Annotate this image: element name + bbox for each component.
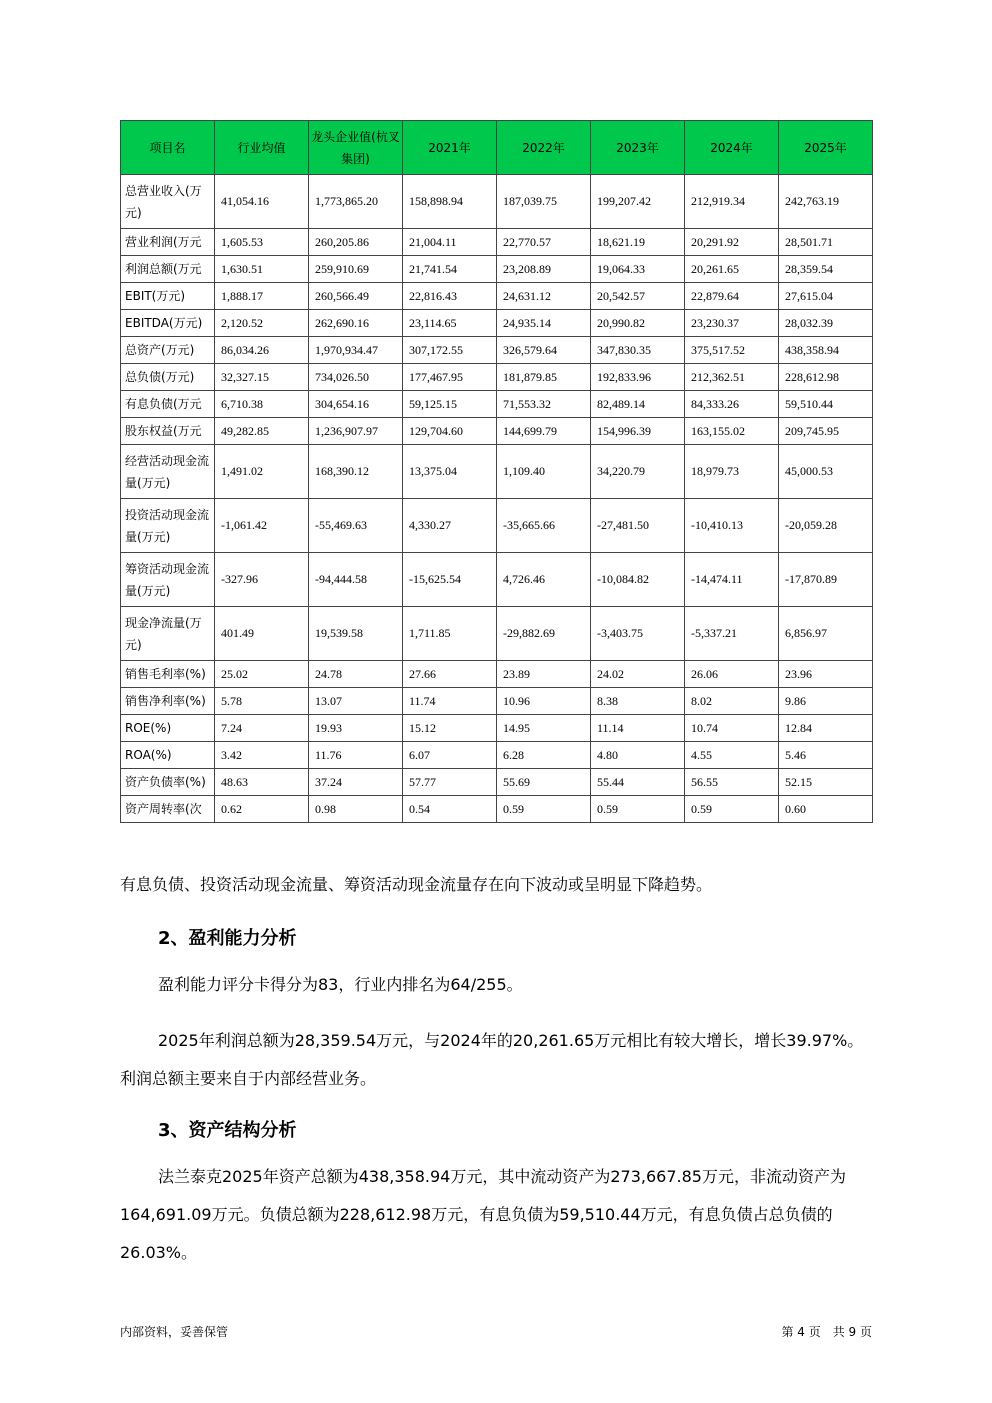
table-cell: 27,615.04 bbox=[779, 283, 873, 310]
table-cell: 2,120.52 bbox=[215, 310, 309, 337]
table-cell: 28,501.71 bbox=[779, 229, 873, 256]
row-label: ROE(%) bbox=[121, 715, 215, 742]
table-cell: -1,061.42 bbox=[215, 499, 309, 553]
table-row bbox=[121, 310, 873, 337]
header-cell: 行业均值 bbox=[215, 121, 309, 175]
table-row bbox=[121, 391, 873, 418]
table-cell: 307,172.55 bbox=[403, 337, 497, 364]
table-cell: 375,517.52 bbox=[685, 337, 779, 364]
table-cell: 1,773,865.20 bbox=[309, 175, 403, 229]
table-cell: 1,109.40 bbox=[497, 445, 591, 499]
table-row bbox=[121, 337, 873, 364]
table-cell: 4,726.46 bbox=[497, 553, 591, 607]
header-cell: 2021年 bbox=[403, 121, 497, 175]
table-row bbox=[121, 553, 873, 607]
table-cell: 22,770.57 bbox=[497, 229, 591, 256]
table-cell: 209,745.95 bbox=[779, 418, 873, 445]
table-cell: 45,000.53 bbox=[779, 445, 873, 499]
table-cell: 52.15 bbox=[779, 769, 873, 796]
table-cell: 0.60 bbox=[779, 796, 873, 823]
row-label: 筹资活动现金流量(万元) bbox=[121, 553, 215, 607]
table-cell: 6.07 bbox=[403, 742, 497, 769]
row-label: EBIT(万元) bbox=[121, 283, 215, 310]
table-row bbox=[121, 607, 873, 661]
table-cell: 22,879.64 bbox=[685, 283, 779, 310]
table-cell: 20,542.57 bbox=[591, 283, 685, 310]
table-header-row bbox=[121, 121, 873, 175]
table-cell: 154,996.39 bbox=[591, 418, 685, 445]
table-cell: 12.84 bbox=[779, 715, 873, 742]
table-cell: -327.96 bbox=[215, 553, 309, 607]
row-label: 销售净利率(%) bbox=[121, 688, 215, 715]
table-cell: 10.96 bbox=[497, 688, 591, 715]
header-cell: 龙头企业值(杭叉集团) bbox=[309, 121, 403, 175]
table-cell: 1,491.02 bbox=[215, 445, 309, 499]
row-label: 利润总额(万元 bbox=[121, 256, 215, 283]
table-cell: 1,888.17 bbox=[215, 283, 309, 310]
table-cell: -3,403.75 bbox=[591, 607, 685, 661]
table-cell: 0.59 bbox=[685, 796, 779, 823]
section-2-title: 2、盈利能力分析 bbox=[158, 928, 297, 949]
table-cell: 6.28 bbox=[497, 742, 591, 769]
table-cell: 4.55 bbox=[685, 742, 779, 769]
table-cell: -5,337.21 bbox=[685, 607, 779, 661]
table-row bbox=[121, 175, 873, 229]
table-cell: -10,084.82 bbox=[591, 553, 685, 607]
table-row bbox=[121, 418, 873, 445]
row-label: 经营活动现金流量(万元) bbox=[121, 445, 215, 499]
table-cell: 22,816.43 bbox=[403, 283, 497, 310]
table-cell: -29,882.69 bbox=[497, 607, 591, 661]
table-cell: 438,358.94 bbox=[779, 337, 873, 364]
row-label: 销售毛利率(%) bbox=[121, 661, 215, 688]
table-cell: 5.78 bbox=[215, 688, 309, 715]
table-cell: 187,039.75 bbox=[497, 175, 591, 229]
table-cell: -27,481.50 bbox=[591, 499, 685, 553]
table-cell: 18,979.73 bbox=[685, 445, 779, 499]
table-body bbox=[121, 175, 873, 823]
table-cell: 199,207.42 bbox=[591, 175, 685, 229]
table-cell: 28,359.54 bbox=[779, 256, 873, 283]
table-row bbox=[121, 742, 873, 769]
table-cell: 304,654.16 bbox=[309, 391, 403, 418]
row-label: 总营业收入(万元) bbox=[121, 175, 215, 229]
table-cell: 20,990.82 bbox=[591, 310, 685, 337]
table-cell: 84,333.26 bbox=[685, 391, 779, 418]
table-cell: 59,125.15 bbox=[403, 391, 497, 418]
table-cell: 168,390.12 bbox=[309, 445, 403, 499]
table-cell: 0.54 bbox=[403, 796, 497, 823]
table-cell: 48.63 bbox=[215, 769, 309, 796]
table-cell: 19,539.58 bbox=[309, 607, 403, 661]
table-cell: 181,879.85 bbox=[497, 364, 591, 391]
table-cell: -10,410.13 bbox=[685, 499, 779, 553]
table-cell: 11.76 bbox=[309, 742, 403, 769]
table-cell: 8.02 bbox=[685, 688, 779, 715]
table-cell: 59,510.44 bbox=[779, 391, 873, 418]
table-cell: 34,220.79 bbox=[591, 445, 685, 499]
table-cell: 228,612.98 bbox=[779, 364, 873, 391]
header-cell: 项目名 bbox=[121, 121, 215, 175]
table-cell: 158,898.94 bbox=[403, 175, 497, 229]
table-cell: 24.78 bbox=[309, 661, 403, 688]
table-cell: 401.49 bbox=[215, 607, 309, 661]
table-row bbox=[121, 229, 873, 256]
table-cell: 734,026.50 bbox=[309, 364, 403, 391]
table-cell: 55.69 bbox=[497, 769, 591, 796]
table-cell: 21,741.54 bbox=[403, 256, 497, 283]
table-cell: 0.59 bbox=[591, 796, 685, 823]
table-cell: 24.02 bbox=[591, 661, 685, 688]
table-row bbox=[121, 661, 873, 688]
table-cell: -15,625.54 bbox=[403, 553, 497, 607]
table-cell: 23,114.65 bbox=[403, 310, 497, 337]
header-cell: 2022年 bbox=[497, 121, 591, 175]
table-cell: 212,919.34 bbox=[685, 175, 779, 229]
table-cell: 13.07 bbox=[309, 688, 403, 715]
table-cell: 347,830.35 bbox=[591, 337, 685, 364]
footer-page-number: 第 4 页 共 9 页 bbox=[781, 1325, 872, 1339]
table-cell: -14,474.11 bbox=[685, 553, 779, 607]
table-cell: 0.98 bbox=[309, 796, 403, 823]
table-cell: 56.55 bbox=[685, 769, 779, 796]
table-cell: 32,327.15 bbox=[215, 364, 309, 391]
table-cell: 326,579.64 bbox=[497, 337, 591, 364]
table-cell: 260,566.49 bbox=[309, 283, 403, 310]
table-cell: 212,362.51 bbox=[685, 364, 779, 391]
table-row bbox=[121, 715, 873, 742]
table-cell: 18,621.19 bbox=[591, 229, 685, 256]
table-cell: 7.24 bbox=[215, 715, 309, 742]
row-label: 现金净流量(万元) bbox=[121, 607, 215, 661]
table-cell: 20,261.65 bbox=[685, 256, 779, 283]
footer-confidential: 内部资料，妥善保管 bbox=[120, 1325, 229, 1339]
section-2-paragraph-1: 盈利能力评分卡得分为83，行业内排名为64/255。 bbox=[158, 975, 523, 994]
table-cell: 49,282.85 bbox=[215, 418, 309, 445]
row-label: 营业利润(万元 bbox=[121, 229, 215, 256]
table-cell: 24,935.14 bbox=[497, 310, 591, 337]
table-cell: 13,375.04 bbox=[403, 445, 497, 499]
table-cell: 20,291.92 bbox=[685, 229, 779, 256]
section-3-title: 3、资产结构分析 bbox=[158, 1120, 297, 1141]
row-label: 总负债(万元) bbox=[121, 364, 215, 391]
table-cell: 37.24 bbox=[309, 769, 403, 796]
table-cell: 259,910.69 bbox=[309, 256, 403, 283]
table-cell: 4.80 bbox=[591, 742, 685, 769]
table-cell: 1,711.85 bbox=[403, 607, 497, 661]
header-cell: 2025年 bbox=[779, 121, 873, 175]
table-cell: 11.74 bbox=[403, 688, 497, 715]
section-3-paragraph-1: 法兰泰克2025年资产总额为438,358.94万元，其中流动资产为273,667.85万元，非流动资产为164,691.09万元。负债总额为228,612.98万元，有息负债为59,510.44万元，有息负债占总负债的26.03%。 bbox=[120, 1167, 846, 1262]
section-2-paragraph-2: 2025年利润总额为28,359.54万元，与2024年的20,261.65万元相比有较大增长，增长39.97%。利润总额主要来自于内部经营业务。 bbox=[120, 1031, 864, 1088]
table-row bbox=[121, 445, 873, 499]
table-cell: 4,330.27 bbox=[403, 499, 497, 553]
table-cell: 26.06 bbox=[685, 661, 779, 688]
table-cell: 6,710.38 bbox=[215, 391, 309, 418]
table-cell: 144,699.79 bbox=[497, 418, 591, 445]
financial-table bbox=[120, 120, 873, 823]
table-cell: 3.42 bbox=[215, 742, 309, 769]
table-cell: 41,054.16 bbox=[215, 175, 309, 229]
table-row bbox=[121, 769, 873, 796]
table-cell: 1,970,934.47 bbox=[309, 337, 403, 364]
table-row bbox=[121, 256, 873, 283]
table-cell: 21,004.11 bbox=[403, 229, 497, 256]
table-cell: 0.62 bbox=[215, 796, 309, 823]
table-cell: -35,665.66 bbox=[497, 499, 591, 553]
table-cell: 9.86 bbox=[779, 688, 873, 715]
table-cell: 24,631.12 bbox=[497, 283, 591, 310]
table-cell: 242,763.19 bbox=[779, 175, 873, 229]
table-cell: 8.38 bbox=[591, 688, 685, 715]
row-label: 资产负债率(%) bbox=[121, 769, 215, 796]
table-cell: -55,469.63 bbox=[309, 499, 403, 553]
table-cell: 25.02 bbox=[215, 661, 309, 688]
table-cell: 129,704.60 bbox=[403, 418, 497, 445]
table-cell: -20,059.28 bbox=[779, 499, 873, 553]
row-label: 总资产(万元) bbox=[121, 337, 215, 364]
table-cell: 23,230.37 bbox=[685, 310, 779, 337]
table-cell: 71,553.32 bbox=[497, 391, 591, 418]
table-cell: 82,489.14 bbox=[591, 391, 685, 418]
table-row bbox=[121, 364, 873, 391]
row-label: 资产周转率(次 bbox=[121, 796, 215, 823]
table-row bbox=[121, 283, 873, 310]
table-cell: 10.74 bbox=[685, 715, 779, 742]
table-cell: 57.77 bbox=[403, 769, 497, 796]
table-cell: 19,064.33 bbox=[591, 256, 685, 283]
row-label: ROA(%) bbox=[121, 742, 215, 769]
header-cell: 2024年 bbox=[685, 121, 779, 175]
table-cell: -94,444.58 bbox=[309, 553, 403, 607]
table-cell: 11.14 bbox=[591, 715, 685, 742]
table-cell: 6,856.97 bbox=[779, 607, 873, 661]
table-cell: 28,032.39 bbox=[779, 310, 873, 337]
table-row bbox=[121, 499, 873, 553]
table-cell: 1,630.51 bbox=[215, 256, 309, 283]
table-cell: 5.46 bbox=[779, 742, 873, 769]
row-label: 投资活动现金流量(万元) bbox=[121, 499, 215, 553]
table-cell: 260,205.86 bbox=[309, 229, 403, 256]
row-label: 股东权益(万元 bbox=[121, 418, 215, 445]
table-cell: 1,236,907.97 bbox=[309, 418, 403, 445]
summary-text: 有息负债、投资活动现金流量、筹资活动现金流量存在向下波动或呈明显下降趋势。 bbox=[120, 875, 713, 894]
table-cell: 14.95 bbox=[497, 715, 591, 742]
table-cell: 23,208.89 bbox=[497, 256, 591, 283]
table-cell: 23.96 bbox=[779, 661, 873, 688]
table-cell: 19.93 bbox=[309, 715, 403, 742]
table-cell: 15.12 bbox=[403, 715, 497, 742]
table-cell: 86,034.26 bbox=[215, 337, 309, 364]
table-row bbox=[121, 688, 873, 715]
table-cell: 0.59 bbox=[497, 796, 591, 823]
table-cell: 262,690.16 bbox=[309, 310, 403, 337]
row-label: EBITDA(万元) bbox=[121, 310, 215, 337]
table-cell: 23.89 bbox=[497, 661, 591, 688]
table-cell: 1,605.53 bbox=[215, 229, 309, 256]
table-cell: 27.66 bbox=[403, 661, 497, 688]
table-cell: -17,870.89 bbox=[779, 553, 873, 607]
header-cell: 2023年 bbox=[591, 121, 685, 175]
table-cell: 192,833.96 bbox=[591, 364, 685, 391]
table-cell: 163,155.02 bbox=[685, 418, 779, 445]
table-row bbox=[121, 796, 873, 823]
row-label: 有息负债(万元 bbox=[121, 391, 215, 418]
table-cell: 55.44 bbox=[591, 769, 685, 796]
table-cell: 177,467.95 bbox=[403, 364, 497, 391]
